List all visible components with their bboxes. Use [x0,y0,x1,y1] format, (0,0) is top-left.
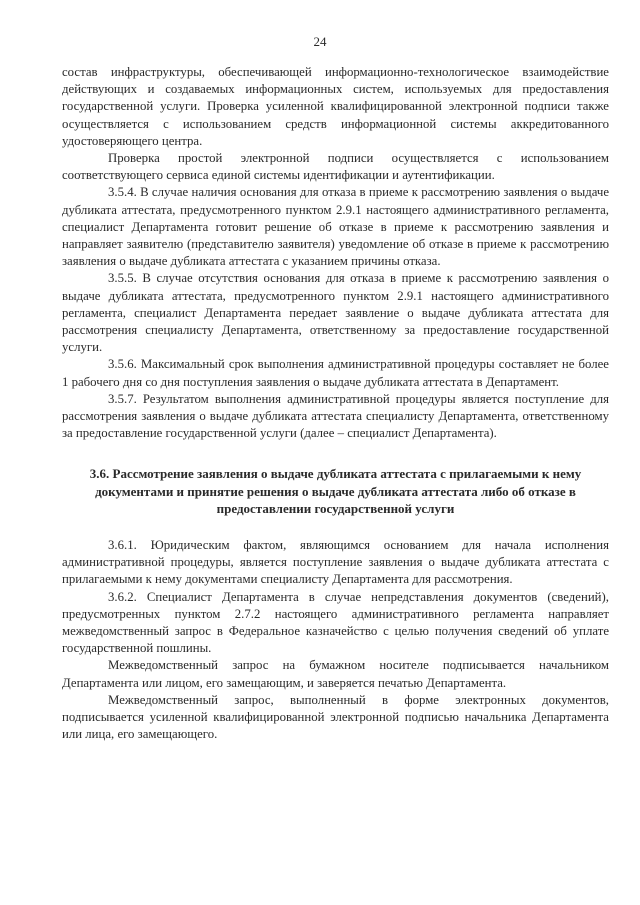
section-heading: 3.6. Рассмотрение заявления о выдаче дубликата аттестата с прилагаемыми к нему документами и принятие решения о выдаче дубликата аттестата либо об отказе в предоставлении государственной услуги [89,466,582,517]
spacer [62,518,609,537]
paragraph: 3.5.7. Результатом выполнения административной процедуры является поступление для рассмотрения заявления о выдаче дубликата аттестата специалисту Департамента, ответственному за предоставление государственной услуги (далее – специалист Департамента). [62,391,609,441]
paragraph: 3.6.2. Специалист Департамента в случае непредставления документов (сведений), предусмотренных пунктом 2.7.2 настоящего административного регламента направляет межведомственный запрос в Федеральное казначейство с целью получения сведений об уплате государственной пошлины. [62,589,609,656]
paragraph: Проверка простой электронной подписи осуществляется с использованием соответствующего сервиса единой системы идентификации и аутентификации. [62,151,609,183]
paragraph: 3.6.1. Юридическим фактом, являющимся основанием для начала исполнения административной процедуры, является поступление заявления о выдаче дубликата аттестата с прилагаемыми к нему документами специалисту Департамента для рассмотрения. [62,537,609,587]
paragraph: 3.5.6. Максимальный срок выполнения административной процедуры составляет не более 1 рабочего дня со дня поступления заявления о выдаче дубликата аттестата в Департамент. [62,357,609,389]
document-body [62,64,609,743]
spacer [62,442,609,465]
paragraphs-before-heading [62,64,609,442]
page-number: 24 [313,34,327,49]
paragraphs-after-heading [62,537,609,743]
paragraph: состав инфраструктуры, обеспечивающей информационно-технологическое взаимодействие действующих и создаваемых информационных систем, используемых для предоставления государственной услуги. Проверка усиленной квалифицированной электронной подписи также осуществляется с использованием средств информационной системы аккредитованного удостоверяющего центра. [62,65,609,148]
paragraph: 3.5.4. В случае наличия основания для отказа в приеме к рассмотрению заявления о выдаче дубликата аттестата, предусмотренного пунктом 2.9.1 настоящего административного регламента, специалист Департамента готовит решение об отказе в приеме к рассмотрению заявления и направляет заявителю (представителю заявителя) уведомление об отказе в приеме к рассмотрению заявления о выдаче дубликата аттестата с указанием причины отказа. [62,185,609,269]
paragraph: Межведомственный запрос на бумажном носителе подписывается начальником Департамента или лицом, его замещающим, и заверяется печатью Департамента. [62,658,609,690]
paragraph: 3.5.5. В случае отсутствия основания для отказа в приеме к рассмотрению заявления о выдаче дубликата аттестата, предусмотренного пунктом 2.9.1 настоящего административного регламента, специалист Департамента передает заявление о выдаче дубликата аттестата для рассмотрения специалисту Департамента, ответственному за предоставление государственной услуги. [62,271,609,355]
paragraph: Межведомственный запрос, выполненный в форме электронных документов, подписывается усиленной квалифицированной электронной подписью начальника Департамента или лица, его замещающего. [62,692,609,742]
